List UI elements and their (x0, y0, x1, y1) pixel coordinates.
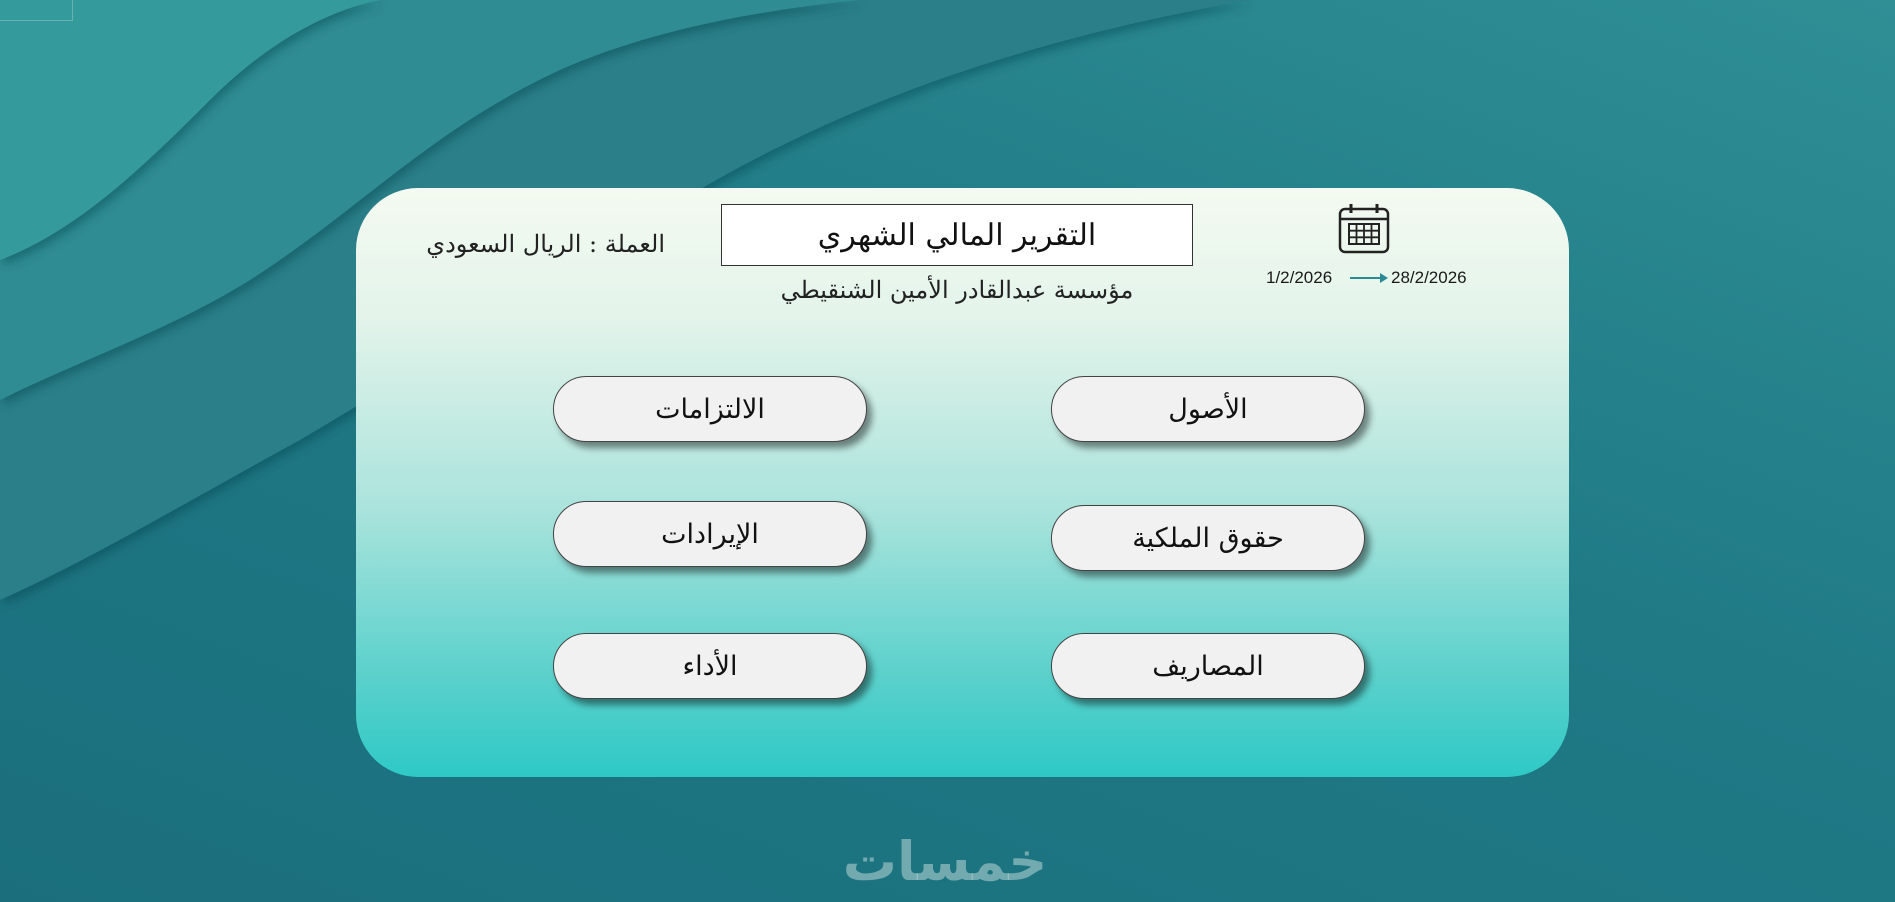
organization-name: مؤسسة عبدالقادر الأمين الشنقيطي (780, 276, 1134, 304)
equity-button[interactable]: حقوق الملكية (1051, 505, 1365, 571)
assets-button[interactable]: الأصول (1051, 376, 1365, 442)
report-title: التقرير المالي الشهري (721, 204, 1193, 266)
liabilities-button[interactable]: الالتزامات (553, 376, 867, 442)
revenues-button[interactable]: الإيرادات (553, 501, 867, 567)
performance-button[interactable]: الأداء (553, 633, 867, 699)
corner-cell (0, 0, 73, 21)
expenses-button[interactable]: المصاريف (1051, 633, 1365, 699)
arrow-right-icon (1349, 271, 1389, 285)
khamsat-watermark-logo: خمسات (842, 830, 1048, 893)
currency-label: العملة : الريال السعودي (426, 230, 665, 258)
period-end-date: 28/2/2026 (1391, 268, 1467, 287)
calendar-icon (1338, 202, 1390, 254)
period-start-date: 1/2/2026 (1266, 268, 1333, 287)
